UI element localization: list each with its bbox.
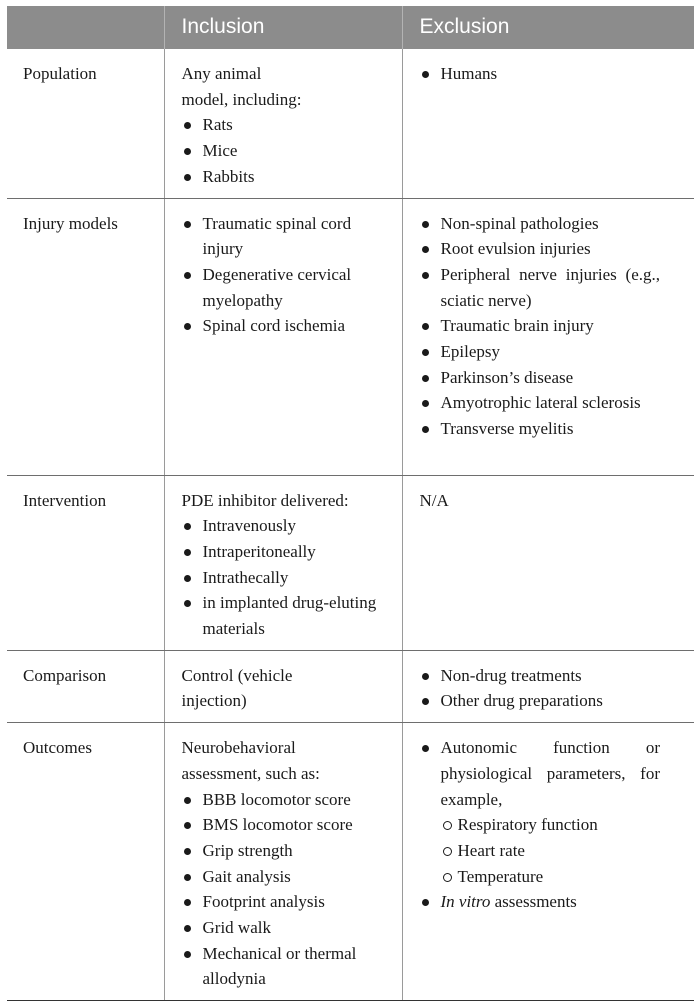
comparison-inclusion-text: Control (vehicle injection) xyxy=(181,665,293,711)
table-row-intervention xyxy=(7,475,694,650)
injury-exclusion-list xyxy=(420,211,661,442)
header-empty xyxy=(7,6,164,49)
comparison-exclusion-list xyxy=(420,663,661,714)
header-row xyxy=(7,6,694,49)
list-item: Mechanical or thermal allodynia xyxy=(182,941,394,992)
outcomes-exclusion-list xyxy=(420,735,661,915)
row-label-population: Population xyxy=(7,49,164,198)
list-item: BBB locomotor score xyxy=(182,787,394,813)
list-item: Intraperitoneally xyxy=(182,539,394,565)
list-item: Rabbits xyxy=(182,164,394,190)
criteria-table xyxy=(7,6,694,1001)
table-row-outcomes xyxy=(7,723,694,1001)
row-label-intervention: Intervention xyxy=(7,475,164,650)
row-label-comparison: Comparison xyxy=(7,650,164,722)
intervention-inclusion-cell xyxy=(164,475,402,650)
in-vitro-text: In vitro xyxy=(440,892,491,912)
list-item: in implanted drug-eluting materials xyxy=(182,590,394,641)
list-item xyxy=(420,262,661,313)
sub-list-item: Temperature xyxy=(441,864,661,890)
population-exclusion-list xyxy=(420,61,661,87)
outcomes-inclusion-cell xyxy=(164,723,402,1001)
sub-list-item: Respiratory function xyxy=(441,812,661,838)
list-item: Intravenously xyxy=(182,513,394,539)
list-item: Degenerative cervical myelopathy xyxy=(182,262,394,313)
assessments-text: assessments xyxy=(490,892,577,912)
header-exclusion: Exclusion xyxy=(402,6,694,49)
list-item: Intrathecally xyxy=(182,565,394,591)
table-row-injury-models xyxy=(7,198,694,475)
list-item xyxy=(420,390,661,416)
population-exclusion-cell xyxy=(402,49,694,198)
list-item: Root evulsion injuries xyxy=(420,236,661,262)
list-item: Grip strength xyxy=(182,838,394,864)
list-item: Non-drug treatments xyxy=(420,663,661,689)
outcomes-sub-list xyxy=(441,812,661,889)
comparison-exclusion-cell xyxy=(402,650,694,722)
sub-list-item: Heart rate xyxy=(441,838,661,864)
list-item: Traumatic brain injury xyxy=(420,313,661,339)
header-inclusion: Inclusion xyxy=(164,6,402,49)
table-header xyxy=(7,6,694,49)
list-item: Traumatic spinal cord injury xyxy=(182,211,394,262)
list-item: BMS locomotor score xyxy=(182,812,394,838)
outcomes-exclusion-cell xyxy=(402,723,694,1001)
list-item: Gait analysis xyxy=(182,864,394,890)
list-item: Other drug preparations xyxy=(420,688,661,714)
row-label-injury-models: Injury models xyxy=(7,198,164,475)
injury-exclusion-cell xyxy=(402,198,694,475)
row-label-outcomes: Outcomes xyxy=(7,723,164,1001)
peripheral-text: Peripheral nerve injuries (e.g., sciatic nerve) xyxy=(440,264,660,310)
comparison-inclusion-cell xyxy=(164,650,402,722)
list-item: Footprint analysis xyxy=(182,889,394,915)
population-inclusion-intro: Any animal model, including: xyxy=(181,64,302,109)
population-inclusion-cell xyxy=(164,49,402,198)
intervention-inclusion-list xyxy=(182,513,394,642)
outcomes-inclusion-intro: Neurobehavioral assessment, such as: xyxy=(181,738,320,783)
list-item: Grid walk xyxy=(182,915,394,941)
injury-inclusion-list xyxy=(182,211,394,340)
table-row-comparison xyxy=(7,650,694,722)
list-item: Spinal cord ischemia xyxy=(182,313,394,339)
list-item: Parkinson’s disease xyxy=(420,365,661,391)
autonomic-text: Autonomic function or physiological parameters, for example, xyxy=(440,738,660,809)
als-text: Amyotrophic lateral sclerosis xyxy=(440,393,641,413)
list-item xyxy=(420,889,661,915)
intervention-inclusion-intro: PDE inhibitor delivered: xyxy=(181,490,349,510)
list-item: Non-spinal pathologies xyxy=(420,211,661,237)
list-item: Transverse myelitis xyxy=(420,416,661,442)
injury-inclusion-cell xyxy=(164,198,402,475)
list-item: Rats xyxy=(182,112,394,138)
outcomes-inclusion-list xyxy=(182,787,394,993)
intervention-exclusion-cell: N/A xyxy=(402,475,694,650)
list-item: Epilepsy xyxy=(420,339,661,365)
population-inclusion-list xyxy=(182,112,394,189)
list-item: Mice xyxy=(182,138,394,164)
list-item: Humans xyxy=(420,61,661,87)
table-row-population xyxy=(7,49,694,198)
list-item xyxy=(420,735,661,889)
